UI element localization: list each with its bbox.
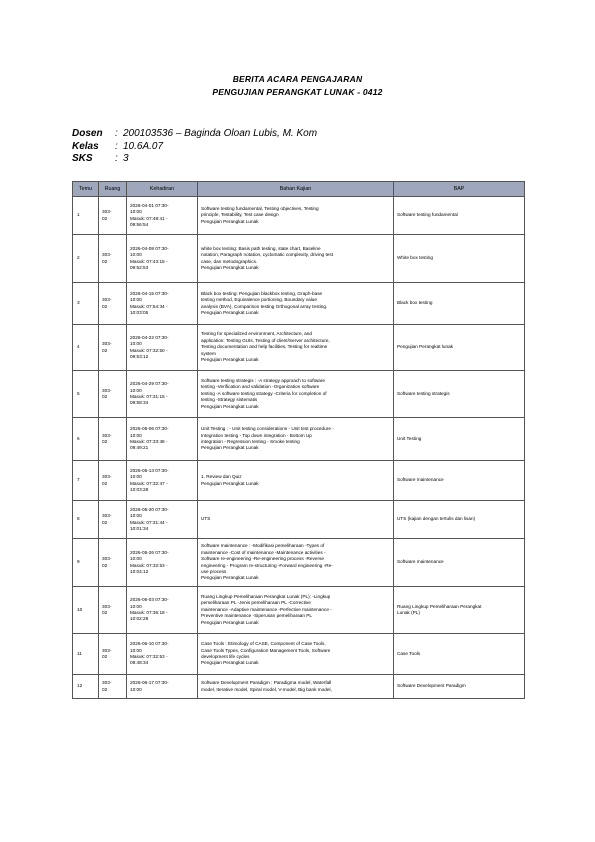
course-title: PENGUJIAN PERANGKAT LUNAK - 0412 <box>212 87 383 97</box>
table-row <box>73 283 525 325</box>
sks-label: SKS <box>72 153 93 164</box>
table-row <box>73 539 525 587</box>
sks-row <box>72 153 317 166</box>
cell-bahan-kajian: Software maintenance : -Modifikasi pemeliharaan -Types of maintenance -Cost of maintenance -Maintenance activities - Software re-engineering -Re-engineering process -Reverse engineering - Program re-structuring -Forward engineering -Re- use process Pengujian Perangkat Lunak <box>198 539 394 587</box>
cell-ruang: 303- 02 <box>99 235 127 283</box>
cell-ruang: 303- 02 <box>99 587 127 634</box>
cell-temu: 11 <box>73 634 99 675</box>
cell-kehadiran: 2026-04-15 07:30- 10:00 Masuk: 07:54:34 - 10:03:05 <box>127 283 198 325</box>
cell-bahan-kajian: Black box testing: Pengujian blackbox testing, Graph-base testing method, Equivalence portioning, Boundary value analysis (BVA), Comparison testing Orthogonal array testing. Pengujian Perangkat Lunak <box>198 283 394 325</box>
cell-bap: Software Development Paradigm <box>394 675 525 699</box>
header-bap: BAP <box>394 182 525 197</box>
cell-ruang: 303- 02 <box>99 283 127 325</box>
cell-bap: Ruang Lingkup Pemeliharaan Perangkat Lunak (PL) <box>394 587 525 634</box>
cell-kehadiran: 2026-04-01 07:30- 10:00 Masuk: 07:48:41 - 09:56:54 <box>127 197 198 235</box>
cell-temu: 8 <box>73 501 99 539</box>
cell-temu: 7 <box>73 461 99 501</box>
cell-kehadiran: 2026-04-22 07:30- 10:00 Masuk: 07:32:50 - 09:53:12 <box>127 325 198 371</box>
cell-ruang: 303- 02 <box>99 634 127 675</box>
cell-bap: White box testing <box>394 235 525 283</box>
dosen-value: 200103536 – Baginda Oloan Lubis, M. Kom <box>123 128 318 139</box>
cell-ruang: 303- 02 <box>99 325 127 371</box>
cell-bap: Software maintenance <box>394 539 525 587</box>
cell-ruang: 303- 02 <box>99 371 127 418</box>
cell-temu: 2 <box>73 235 99 283</box>
cell-temu: 1 <box>73 197 99 235</box>
separator: : <box>115 153 118 164</box>
cell-bahan-kajian: Unit Testing : - Unit testing considerations - Unit test procedure - Integration testing - Top down integration - Bottom Up integration - Regression testing - Smoke testing Pengujian Perangkat Lunak <box>198 418 394 461</box>
cell-kehadiran: 2026-06-10 07:30- 10:00 Masuk: 07:32:53 - 09:48:34 <box>127 634 198 675</box>
cell-kehadiran: 2026-04-08 07:30- 10:00 Masuk: 07:43:15 - 09:52:53 <box>127 235 198 283</box>
kelas-row <box>72 141 317 154</box>
cell-ruang: 303- 02 <box>99 675 127 699</box>
table-row <box>73 634 525 675</box>
cell-bap: Pengujian Perangkat lunak <box>394 325 525 371</box>
cell-bahan-kajian: white box testing: Basis path testing, state chart, Baseline notation, Paragraph notation, cyclomatic complexity, driving test case, dan metodographics. Pengujian Perangkat Lunak <box>198 235 394 283</box>
cell-bap: Software testing fundamental <box>394 197 525 235</box>
cell-bap: Software maintenance <box>394 461 525 501</box>
cell-temu: 4 <box>73 325 99 371</box>
cell-bahan-kajian: Ruang Lingkup Pemeliharaan Perangkat Lunak (PL): -Lingkup pemeliharaan PL -Jenis pemeliharaan PL -Corrective maintenance -Adaptive maintenance -Perfective maintenance - Preventive maintenance -Siperusan pemeliharaan PL Pengujian Perangkat Lunak <box>198 587 394 634</box>
cell-kehadiran: 2026-05-26 07:30- 10:00 Masuk: 07:32:53 - 10:04:12 <box>127 539 198 587</box>
cell-kehadiran: 2026-05-20 07:30- 10:00 Masuk: 07:31:44 - 10:01:34 <box>127 501 198 539</box>
cell-kehadiran: 2026-05-06 07:30- 10:00 Masuk: 07:33:48 - 09:49:21 <box>127 418 198 461</box>
cell-temu: 3 <box>73 283 99 325</box>
cell-temu: 6 <box>73 418 99 461</box>
cell-kehadiran: 2026-06-17 07:30- 10:00 <box>127 675 198 699</box>
table-row <box>73 418 525 461</box>
cell-bahan-kajian: Software testing strategis : -A strategy approach to software testing -Verification and validation -Organization software testing -A software testing strategy -Criteria for completion of testing -Strategy sistematis Pengujian Perangkat Lunak <box>198 371 394 418</box>
table-row <box>73 501 525 539</box>
cell-kehadiran: 2026-06-03 07:30- 10:00 Masuk: 07:36:18 - 10:02:28 <box>127 587 198 634</box>
table-row <box>73 325 525 371</box>
header-ruang: Ruang <box>99 182 127 197</box>
table-row <box>73 461 525 501</box>
table-row <box>73 235 525 283</box>
dosen-row <box>72 128 317 141</box>
cell-ruang: 303- 02 <box>99 197 127 235</box>
cell-bap: Software testing strategis <box>394 371 525 418</box>
dosen-label: Dosen <box>72 128 103 139</box>
cell-kehadiran: 2026-04-29 07:30- 10:00 Masuk: 07:31:15 - 09:58:34 <box>127 371 198 418</box>
cell-bahan-kajian: UTS <box>198 501 394 539</box>
attendance-table <box>72 181 525 699</box>
cell-temu: 9 <box>73 539 99 587</box>
cell-bap: UTS (kajian dengan tertulis dan lisan) <box>394 501 525 539</box>
separator: : <box>115 140 118 152</box>
cell-temu: 10 <box>73 587 99 634</box>
cell-bahan-kajian: Software testing fundamental, Testing objectives, Testing principle, Testability, Test case design Pengujian Perangkat Lunak <box>198 197 394 235</box>
separator: : <box>115 128 118 139</box>
sks-value: 3 <box>123 153 129 164</box>
cell-bahan-kajian: Testing for specialized environment, Architecture, and application: Testing GUIs, Testing of client/Server architecture, Testing documentation and help facilities, Testing for realtime system Pengujian Perangkat Lunak <box>198 325 394 371</box>
cell-ruang: 303- 02 <box>99 539 127 587</box>
course-meta <box>72 128 317 166</box>
cell-bahan-kajian: Case Tools : Etimology of CASE, Component of Case Tools, Case Tools Types, Configuration Management Tools, Software development life cycles Pengujian Perangkat Lunak <box>198 634 394 675</box>
document-title: BERITA ACARA PENGAJARAN <box>232 74 363 84</box>
cell-kehadiran: 2026-05-13 07:30- 10:00 Masuk: 07:32:47 - 10:03:28 <box>127 461 198 501</box>
header-temu: Temu <box>73 182 99 197</box>
table-row <box>73 371 525 418</box>
table-header-row <box>73 182 525 197</box>
cell-ruang: 303- 02 <box>99 461 127 501</box>
cell-bahan-kajian: 1. Review dan Quiz Pengujian Perangkat Lunak <box>198 461 394 501</box>
table-row <box>73 675 525 699</box>
cell-bap: Case Tools <box>394 634 525 675</box>
cell-ruang: 303- 02 <box>99 418 127 461</box>
header-bahan-kajian: Bahan Kajian <box>198 182 394 197</box>
header-kehadiran: Kehadiran <box>127 182 198 197</box>
kelas-value: 10.6A.07 <box>123 140 164 152</box>
cell-bahan-kajian: Software Development Paradigm : Paradigma model, Waterfall model, Iterative model, Spiral model, V-model, Big bank model, <box>198 675 394 699</box>
cell-temu: 12 <box>73 675 99 699</box>
cell-ruang: 303- 02 <box>99 501 127 539</box>
cell-bap: Black box testing <box>394 283 525 325</box>
kelas-label: Kelas <box>72 140 99 152</box>
cell-bap: Unit Testing <box>394 418 525 461</box>
table-row <box>73 197 525 235</box>
table-row <box>73 587 525 634</box>
cell-temu: 5 <box>73 371 99 418</box>
